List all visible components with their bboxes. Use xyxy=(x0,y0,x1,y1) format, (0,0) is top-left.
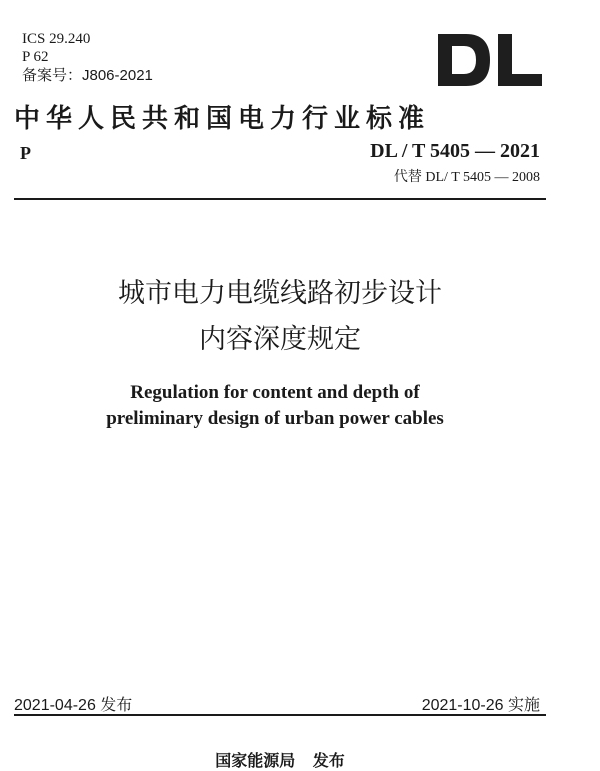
p-code: P 62 xyxy=(22,49,49,65)
standard-name: 中华人民共和国电力行业标准 xyxy=(14,104,431,134)
dl-logo xyxy=(438,34,542,86)
standard-category: P xyxy=(20,143,31,163)
record-number: 备案号：J806-2021 xyxy=(22,67,153,84)
title-en-line1: Regulation for content and depth of xyxy=(130,382,420,403)
title-en-line2: preliminary design of urban power cables xyxy=(106,408,444,429)
standard-number: DL / T 5405 — 2021 xyxy=(370,140,540,162)
issue-date: 2021-04-26 发布 xyxy=(14,697,133,714)
dl-logo-icon xyxy=(438,34,542,86)
publisher-name: 国家能源局 xyxy=(215,751,296,770)
publisher-action: 发布 xyxy=(312,751,345,770)
header-divider xyxy=(14,198,546,200)
footer-divider xyxy=(14,714,546,716)
replaces-standard: 代替 DL/ T 5405 — 2008 xyxy=(393,170,540,185)
publisher xyxy=(0,748,560,771)
implement-date: 2021-10-26 实施 xyxy=(421,697,540,714)
title-cn-line2: 内容深度规定 xyxy=(199,324,361,355)
title-cn-line1: 城市电力电缆线路初步设计 xyxy=(118,278,442,309)
ics-code: ICS 29.240 xyxy=(22,31,91,47)
